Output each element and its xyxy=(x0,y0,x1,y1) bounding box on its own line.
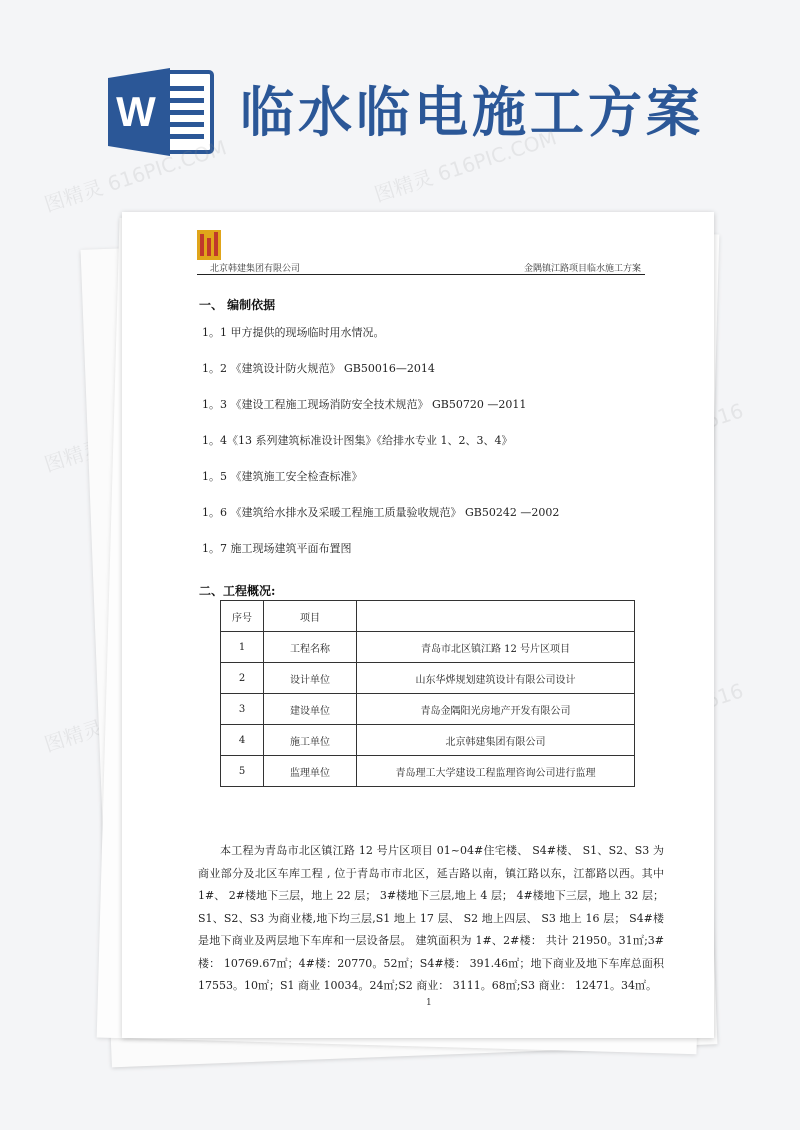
table-cell: 监理单位 xyxy=(264,756,357,787)
table-cell: 工程名称 xyxy=(264,632,357,663)
table-cell: 青岛金隅阳光房地产开发有限公司 xyxy=(357,694,635,725)
table-row xyxy=(221,694,635,725)
table-row xyxy=(221,632,635,663)
header-document-name: 金隅镇江路项目临水施工方案 xyxy=(524,264,642,274)
watermark: 图精灵 616PIC.COM xyxy=(371,125,560,207)
list-item: 1。3 《建设工程施工现场消防安全技术规范》 GB50720 —2011 xyxy=(202,398,527,411)
header-divider xyxy=(197,274,645,275)
table-cell: 施工单位 xyxy=(264,725,357,756)
document-page xyxy=(122,212,714,1038)
table-cell: 5 xyxy=(221,756,264,787)
list-item: 1。6 《建筑给水排水及采暖工程施工质量验收规范》 GB50242 —2002 xyxy=(202,506,560,519)
watermark: 图精灵 xyxy=(41,435,106,477)
list-item: 1。4《13 系列建筑标准设计图集》《给排水专业 1、2、3、4》 xyxy=(202,434,513,447)
table-cell: 设计单位 xyxy=(264,663,357,694)
table-cell: 1 xyxy=(221,632,264,663)
table-cell: 北京韩建集团有限公司 xyxy=(357,725,635,756)
list-item: 1。2 《建筑设计防火规范》 GB50016—2014 xyxy=(202,362,435,375)
table-row xyxy=(221,756,635,787)
word-app-icon xyxy=(108,68,216,156)
table-header-row xyxy=(221,601,635,632)
watermark: 616 xyxy=(702,398,747,433)
watermark: 图精灵 616PIC.COM xyxy=(41,135,230,217)
list-item: 1。7 施工现场建筑平面布置图 xyxy=(202,542,352,555)
table-header-cell xyxy=(357,601,635,632)
watermark: 图精灵 xyxy=(41,715,106,757)
table-header-cell: 序号 xyxy=(221,601,264,632)
table-row xyxy=(221,663,635,694)
table-cell: 青岛理工大学建设工程监理咨询公司进行监理 xyxy=(357,756,635,787)
section-heading-basis: 一、 编制依据 xyxy=(199,298,276,312)
table-cell: 3 xyxy=(221,694,264,725)
document-title: 临水临电施工方案 xyxy=(240,81,704,144)
watermark: 616 xyxy=(702,678,747,713)
header-company-name: 北京韩建集团有限公司 xyxy=(210,264,301,274)
company-logo xyxy=(197,230,221,260)
table-cell: 建设单位 xyxy=(264,694,357,725)
list-item: 1。5 《建筑施工安全检查标准》 xyxy=(202,470,363,483)
project-info-table xyxy=(220,600,635,787)
table-header-cell: 项目 xyxy=(264,601,357,632)
basis-list xyxy=(202,324,682,576)
table-cell: 4 xyxy=(221,725,264,756)
project-description: 本工程为青岛市北区镇江路 12 号片区项目 01~04#住宅楼、 S4#楼、 S1、S2、S3 为商业部分及北区车库工程 , 位于青岛市市北区，延吉路以南，镇江路以东，江都路以西。其中 1#、 2#楼地下三层，地上 22 层； 3#楼地下三层,地上 4 层； 4#楼地下三层，地上 32 层； S1、S2、S3 为商业楼,地下均三层,S1 地上 17 层、 S2 地上四层、 S3 地上 16 层； S4#楼是地下商业及两层地下车库和一层设备层。 建筑面积为 1#、2#楼： 共计 21950。31㎡;3#楼： 10769.67㎡；4#楼：20770。52㎡；S4#楼： 391.46㎡；地下商业及地下车库总面积 17553。10㎡；S1 商业 10034。24㎡;S2 商业： 3111。68㎡;S3 商业： 12471。34㎡。 xyxy=(198,844,664,992)
page-number: 1 xyxy=(426,998,432,1008)
word-icon-letter: W xyxy=(116,88,156,135)
table-cell: 青岛市北区镇江路 12 号片区项目 xyxy=(357,632,635,663)
table-cell: 2 xyxy=(221,663,264,694)
table-cell: 山东华烨规划建筑设计有限公司设计 xyxy=(357,663,635,694)
list-item: 1。1 甲方提供的现场临时用水情况。 xyxy=(202,326,385,339)
table-row xyxy=(221,725,635,756)
section-heading-overview: 二、工程概况: xyxy=(199,584,276,598)
